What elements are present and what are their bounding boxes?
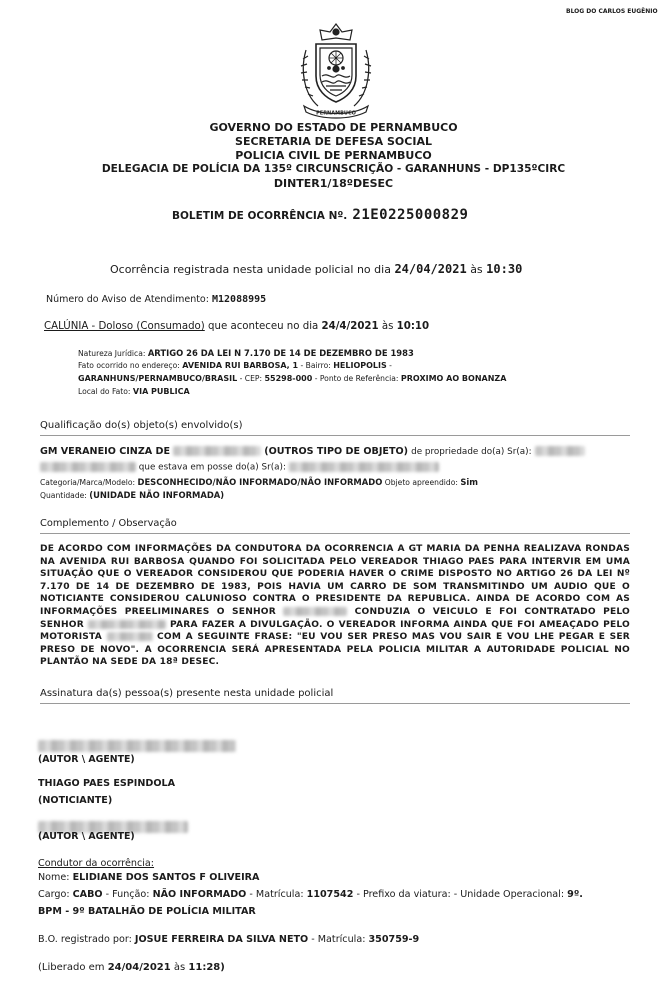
released-time: 11:28) bbox=[188, 962, 225, 973]
report-title-label: BOLETIM DE OCORRÊNCIA Nº. bbox=[172, 210, 348, 222]
natureza-value: ARTIGO 26 DA LEI N 7.170 DE 14 DE DEZEMBRO DE 1983 bbox=[147, 348, 414, 358]
registration-time: 10:30 bbox=[486, 262, 523, 276]
signature-role-2: (NOTICIANTE) bbox=[38, 795, 113, 806]
complemento-text bbox=[40, 543, 630, 669]
crime-date: 24/4/2021 bbox=[321, 321, 379, 332]
header-line-dinter: DINTER1/18ºDESEC bbox=[273, 177, 394, 190]
address-line: Fato ocorrido no endereço: AVENIDA RUI BARBOSA, 1 - Bairro: HELIOPOLIS - bbox=[78, 361, 392, 370]
condutor-cargo-line bbox=[38, 889, 583, 900]
object-item-type: (OUTROS TIPO DE OBJETO) bbox=[264, 446, 409, 457]
report-number: 21E0225000829 bbox=[352, 207, 469, 223]
categoria-value: DESCONHECIDO/NÃO INFORMADO/NÃO INFORMADO bbox=[137, 477, 383, 487]
quantidade-value: (UNIDADE NÃO INFORMADA) bbox=[89, 490, 225, 500]
divider bbox=[40, 533, 630, 534]
redacted-block bbox=[173, 446, 261, 456]
condutor-name-value: ELIDIANE DOS SANTOS F OLIVEIRA bbox=[72, 872, 260, 883]
header-line-government: GOVERNO DO ESTADO DE PERNAMBUCO bbox=[209, 121, 458, 134]
objects-section-title: Qualificação do(s) objeto(s) envolvido(s) bbox=[40, 420, 243, 431]
fato-label: Fato ocorrido no endereço: bbox=[78, 361, 180, 370]
header-line-delegacia: DELEGACIA DE POLÍCIA DA 135º CIRCUNSCRIÇÃO - GARANHUNS - DP135ºCIRC bbox=[101, 163, 566, 175]
aviso-value: M12088995 bbox=[211, 294, 267, 305]
crime-name: CALÚNIA - Doloso (Consumado) bbox=[44, 321, 205, 332]
signature-role-1: (AUTOR \ AGENTE) bbox=[38, 754, 135, 765]
registered-by-matricula-value: 350759-9 bbox=[368, 934, 420, 945]
quantidade-label: Quantidade: bbox=[40, 491, 87, 500]
registered-by-line bbox=[38, 934, 419, 945]
redacted-block bbox=[38, 740, 236, 752]
redacted-block bbox=[283, 607, 347, 616]
categoria-line bbox=[40, 477, 478, 487]
complemento-part-2: CONDUZIA O VEICULO E FOI CONTRATADO PELO SENHOR bbox=[40, 606, 630, 630]
object-item-line bbox=[40, 446, 585, 457]
registration-date: 24/04/2021 bbox=[394, 262, 467, 276]
quantidade-line bbox=[40, 490, 224, 500]
pernambuco-coat-of-arms-icon bbox=[296, 20, 376, 122]
bairro-value: HELIOPOLIS bbox=[333, 361, 387, 370]
report-title bbox=[172, 204, 468, 223]
header-line-police: POLICIA CIVIL DE PERNAMBUCO bbox=[235, 149, 432, 162]
condutor-unidade-line: BPM - 9º BATALHÃO DE POLÍCIA MILITAR bbox=[38, 906, 256, 917]
released-line bbox=[38, 962, 225, 973]
apreendido-value: Sim bbox=[460, 477, 478, 487]
condutor-title: Condutor da ocorrência: bbox=[38, 858, 155, 869]
divider bbox=[40, 435, 630, 436]
complemento-part-4: COM A SEGUINTE FRASE: "EU VOU SER PRESO MAS VOU SAIR E VOU LHE PEGAR E SER PRESO DE NOVO". A OCORRENCIA SERÁ APRESENTADA PELA POLICIA MILITAR A AUTORIDADE POLICIAL NO PLANTÃO NA SEDE DA 18ª DESEC. bbox=[40, 632, 630, 668]
condutor-name-label: Nome: bbox=[38, 872, 70, 883]
signature-name-2: THIAGO PAES ESPINDOLA bbox=[38, 778, 176, 789]
cep-label: - CEP: bbox=[239, 374, 263, 383]
matricula-label: - Matrícula: bbox=[249, 889, 304, 900]
ref-label: - Ponto de Referência: bbox=[314, 374, 399, 383]
registered-by-value: JOSUE FERREIRA DA SILVA NETO bbox=[134, 934, 309, 945]
redacted-block bbox=[289, 462, 439, 472]
released-open: (Liberado em bbox=[38, 962, 105, 973]
object-possession-text: que estava em posse do(a) Sr(a): bbox=[138, 462, 286, 473]
crime-line bbox=[44, 321, 429, 332]
object-possession-line bbox=[40, 462, 439, 473]
apreendido-label: Objeto apreendido: bbox=[384, 478, 458, 487]
funcao-label: - Função: bbox=[105, 889, 150, 900]
cargo-label: Cargo: bbox=[38, 889, 70, 900]
divider bbox=[40, 703, 630, 704]
object-item-start: GM VERANEIO CINZA DE bbox=[40, 446, 171, 457]
registration-line bbox=[110, 262, 522, 276]
city-line bbox=[78, 374, 506, 383]
object-owner-text: de propriedade do(a) Sr(a): bbox=[411, 447, 532, 457]
local-value: VIA PUBLICA bbox=[132, 387, 190, 396]
local-line bbox=[78, 387, 190, 396]
matricula-value: 1107542 bbox=[306, 889, 354, 900]
complemento-part-1: DE ACORDO COM INFORMAÇÕES DA CONDUTORA DA OCORRENCIA A GT MARIA DA PENHA REALIZAVA RONDAS NA AVENIDA RUI BARBOSA QUANDO FOI SOLICITADA PELO VEREADOR THIAGO PAES PARA INTERVIR EM UMA SITUAÇÃO QUE O VEREADOR CONSIDEROU QUE PODERIA HAVER O CRIME DISPOSTO NO ARTIGO 26 DA LEI Nº 7.170 DE 14 DE DEZEMBRO DE 1983, POIS HAVIA UM CARRO DE SOM TRANSMITINDO UM AUDIO QUE O NOTICIANTE CONSIDEROU CALUNIOSO CONTRA O PRESIDENTE DA REPUBLICA. AINDA DE ACORDO COM AS INFORMAÇÕES PREELIMINARES O SENHOR bbox=[40, 544, 630, 617]
complemento-title: Complemento / Observação bbox=[40, 518, 177, 529]
crime-at: às bbox=[381, 321, 394, 332]
natureza-label: Natureza Jurídica: bbox=[78, 349, 146, 358]
crime-text: que aconteceu no dia bbox=[208, 321, 319, 332]
registered-by-label: B.O. registrado por: bbox=[38, 934, 132, 945]
signature-name-redacted bbox=[38, 735, 236, 754]
fato-value: AVENIDA RUI BARBOSA, 1 bbox=[182, 361, 299, 370]
ref-value: PROXIMO AO BONANZA bbox=[400, 374, 507, 383]
redacted-block bbox=[535, 446, 585, 456]
redacted-block bbox=[40, 462, 136, 472]
local-label: Local do Fato: bbox=[78, 387, 131, 396]
aviso-line bbox=[46, 294, 266, 305]
registration-at: às bbox=[470, 263, 483, 276]
unidade-label: Unidade Operacional: bbox=[460, 889, 565, 900]
complemento-part-3: PARA FAZER A DIVULGAÇÃO. O VEREADOR INFORMA AINDA QUE FOI AMEAÇADO PELO MOTORISTA bbox=[40, 619, 630, 643]
unidade-value: 9º. bbox=[567, 889, 583, 900]
bairro-label: - Bairro: bbox=[300, 361, 331, 370]
cep-value: 55298-000 bbox=[264, 374, 313, 383]
cargo-value: CABO bbox=[72, 889, 103, 900]
released-date: 24/04/2021 bbox=[107, 962, 171, 973]
released-at: às bbox=[173, 962, 186, 973]
redacted-block bbox=[107, 632, 153, 641]
condutor-name-line bbox=[38, 872, 260, 883]
redacted-block bbox=[88, 620, 166, 629]
aviso-label: Número do Aviso de Atendimento: bbox=[46, 294, 209, 305]
crime-time: 10:10 bbox=[396, 321, 430, 332]
categoria-label: Categoria/Marca/Modelo: bbox=[40, 478, 136, 487]
header-line-secretariat: SECRETARIA DE DEFESA SOCIAL bbox=[235, 135, 432, 148]
natureza-line bbox=[78, 348, 414, 358]
cidade-value: GARANHUNS/PERNAMBUCO/BRASIL bbox=[78, 374, 238, 383]
emblem-motto: PERNAMBUCO bbox=[316, 110, 356, 117]
registration-text: Ocorrência registrada nesta unidade policial no dia bbox=[110, 263, 391, 276]
signatures-title: Assinatura da(s) pessoa(s) presente nesta unidade policial bbox=[40, 688, 334, 699]
signature-role-3: (AUTOR \ AGENTE) bbox=[38, 831, 135, 842]
registered-by-matricula-label: - Matrícula: bbox=[311, 934, 366, 945]
watermark: BLOG DO CARLOS EUGÊNIO bbox=[566, 8, 658, 15]
prefixo-label: - Prefixo da viatura: - bbox=[356, 889, 458, 900]
funcao-value: NÃO INFORMADO bbox=[152, 889, 247, 900]
